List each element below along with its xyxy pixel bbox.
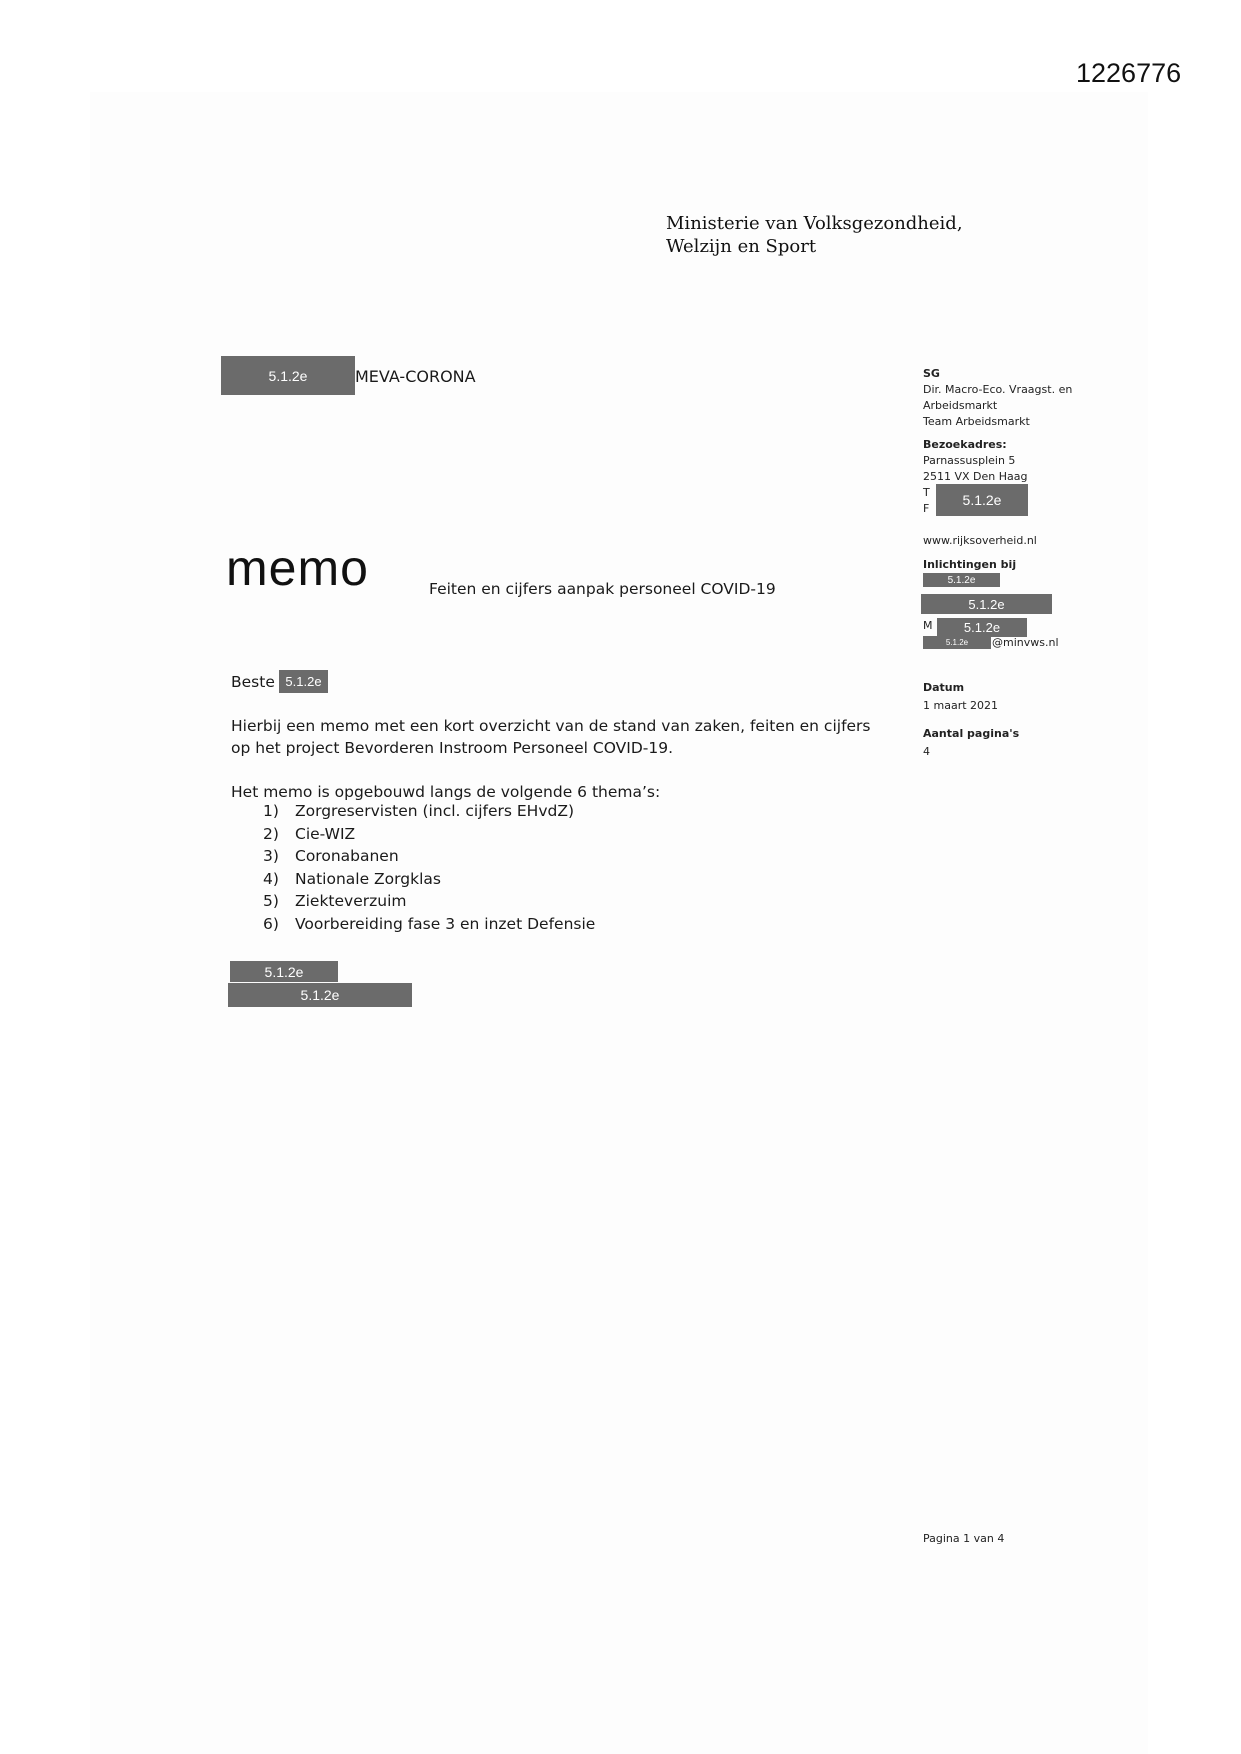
redaction-block: 5.1.2e: [923, 636, 991, 649]
signature-redaction: 5.1.2e: [230, 961, 338, 982]
city-address: 2511 VX Den Haag: [923, 470, 1028, 483]
sidebar-pages-block: [923, 726, 1019, 760]
email-domain: @minvws.nl: [992, 636, 1059, 649]
sidebar-date-block: [923, 680, 998, 714]
list-item-label: Nationale Zorgklas: [295, 869, 441, 888]
list-item-label: Zorgreservisten (incl. cijfers EHvdZ): [295, 802, 574, 820]
themes-intro: Het memo is opgebouwd langs de volgende 6 thema’s:: [231, 783, 661, 801]
directorate-line-1: Dir. Macro-Eco. Vraagst. en: [923, 383, 1073, 396]
list-item-number: 6): [263, 914, 279, 933]
document-number: 1226776: [1076, 58, 1182, 88]
memo-heading: memo: [226, 540, 369, 596]
list-item-label: Ziekteverzuim: [295, 892, 407, 910]
memo-subject: Feiten en cijfers aanpak personeel COVID-19: [429, 580, 776, 598]
list-item: [263, 800, 595, 823]
visit-address-heading: Bezoekadres:: [923, 438, 1007, 451]
themes-list: [263, 800, 595, 935]
list-item: [263, 913, 595, 936]
info-heading: Inlichtingen bij: [923, 558, 1017, 571]
ministry-line-1: Ministerie van Volksgezondheid,: [666, 213, 963, 234]
list-item: [263, 845, 595, 868]
list-item-label: Voorbereiding fase 3 en inzet Defensie: [295, 914, 596, 933]
list-item-label: Cie-WIZ: [295, 824, 356, 843]
list-item-number: 5): [263, 892, 279, 910]
directorate-line-2: Arbeidsmarkt: [923, 399, 998, 412]
page-footer: Pagina 1 van 4: [923, 1532, 1005, 1545]
team-name: Team Arbeidsmarkt: [923, 415, 1030, 428]
list-item-number: 4): [263, 869, 279, 888]
document-page: [90, 92, 1148, 1754]
list-item-number: 3): [263, 847, 279, 865]
list-item-number: 1): [263, 802, 279, 820]
salutation: Beste: [231, 673, 275, 691]
redaction-block: 5.1.2e: [936, 484, 1028, 516]
date-value: 1 maart 2021: [923, 699, 999, 712]
list-item-label: Coronabanen: [295, 847, 399, 865]
redaction-block: 5.1.2e: [937, 618, 1027, 637]
mobile-label: M: [923, 619, 933, 632]
page-count-heading: Aantal pagina's: [923, 727, 1020, 740]
redaction-block: 5.1.2e: [221, 356, 355, 395]
ministry-logo-text: [666, 212, 963, 258]
org-code: SG: [923, 367, 940, 380]
redaction-block: 5.1.2e: [921, 594, 1052, 614]
list-item: [263, 868, 595, 891]
street-address: Parnassusplein 5: [923, 454, 1016, 467]
ministry-line-2: Welzijn en Sport: [666, 236, 817, 257]
sidebar-org-block: [923, 366, 1072, 430]
redaction-block: 5.1.2e: [279, 670, 328, 693]
redaction-block: 5.1.2e: [923, 573, 1000, 587]
phone-label: T: [923, 486, 930, 499]
fax-label: F: [923, 502, 930, 515]
recipient-department: MEVA-CORONA: [355, 367, 476, 386]
intro-line-1: Hierbij een memo met een kort overzicht van de stand van zaken, feiten en cijfers: [231, 717, 871, 735]
website-link[interactable]: www.rijksoverheid.nl: [923, 534, 1037, 547]
signature-redaction: 5.1.2e: [228, 983, 412, 1007]
list-item-number: 2): [263, 824, 279, 843]
intro-line-2: op het project Bevorderen Instroom Personeel COVID-19.: [231, 739, 674, 757]
date-heading: Datum: [923, 681, 965, 694]
intro-paragraph: [231, 715, 871, 759]
list-item: [263, 890, 595, 913]
list-item: [263, 823, 595, 846]
page-count-value: 4: [923, 745, 930, 758]
